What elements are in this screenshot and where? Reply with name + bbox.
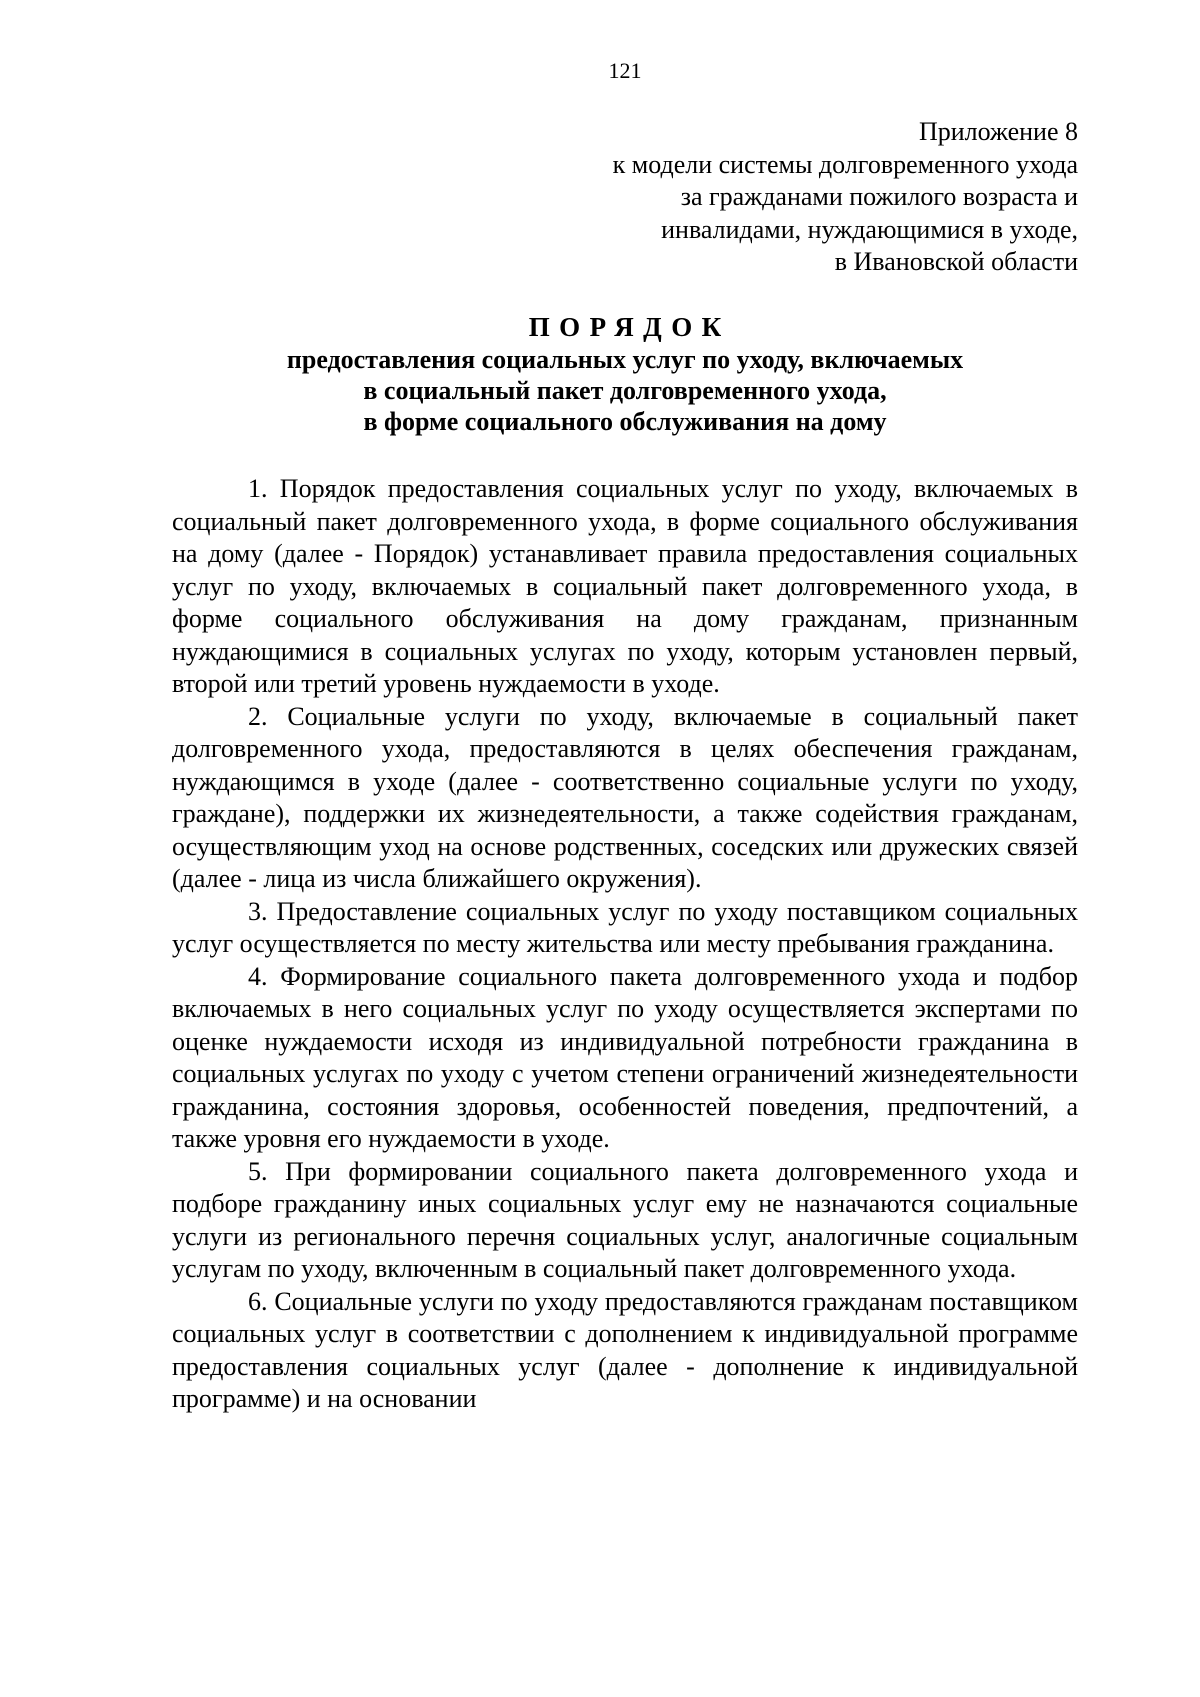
appendix-line: инвалидами, нуждающимися в уходе, — [661, 214, 1078, 244]
title-main: ПОРЯДОК — [528, 312, 731, 342]
appendix-line: за гражданами пожилого возраста и — [680, 182, 1078, 211]
paragraph-6: 6. Социальные услуги по уходу предоставляются гражданам поставщиком социальных услуг в соответствии с дополнением к индивидуальной программе предоставления социальных услуг (далее - дополнение к индивидуальной программе) и на основании — [172, 1286, 1078, 1413]
subtitle-line: в форме социального обслуживания на дому — [363, 407, 887, 436]
document-body — [172, 473, 1078, 1416]
paragraph-3: 3. Предоставление социальных услуг по уходу поставщиком социальных услуг осуществляется по месту жительства или месту пребывания гражданина. — [172, 896, 1078, 958]
paragraph-5: 5. При формировании социального пакета долговременного ухода и подборе гражданину иных социальных услуг ему не назначаются социальные услуги из регионального перечня социальных услуг, аналогичные социальным услугам по уходу, включенным в социальный пакет долговременного ухода. — [172, 1156, 1078, 1283]
appendix-reference — [438, 116, 1078, 279]
appendix-line: Приложение 8 — [918, 117, 1078, 146]
paragraph-2: 2. Социальные услуги по уходу, включаемые в социальный пакет долговременного ухода, предоставляются в целях обеспечения гражданам, нуждающимся в уходе (далее - соответственно социальные услуги по уходу, граждане), поддержки их жизнедеятельности, а также содействия гражданам, осуществляющим уход на основе родственных, соседских или дружеских связей (далее - лица из числа ближайшего окружения). — [172, 701, 1078, 893]
subtitle-line: предоставления социальных услуг по уходу, включаемых — [286, 345, 964, 374]
paragraph-4: 4. Формирование социального пакета долговременного ухода и подбор включаемых в него социальных услуг по уходу осуществляется экспертами по оценке нуждаемости исходя из индивидуальной потребности гражданина в социальных услугах по уходу с учетом степени ограничений жизнедеятельности гражданина, состояния здоровья, особенностей поведения, предпочтений, а также уровня его нуждаемости в уходе. — [172, 961, 1078, 1153]
title-subtitle — [172, 344, 1078, 437]
subtitle-line: в социальный пакет долговременного ухода, — [363, 376, 887, 405]
page-number: 121 — [608, 58, 642, 83]
paragraph-1: 1. Порядок предоставления социальных услуг по уходу, включаемых в социальный пакет долговременного ухода, в форме социального обслуживания на дому (далее - Порядок) устанавливает правила предоставления социальных услуг по уходу, включаемых в социальный пакет долговременного ухода, в форме социального обслуживания на дому гражданам, признанным нуждающимися в социальных услугах по уходу, которым установлен первый, второй или третий уровень нуждаемости в уходе. — [172, 474, 1078, 698]
appendix-line: в Ивановской области — [834, 247, 1078, 276]
appendix-line: к модели системы долговременного ухода — [612, 149, 1078, 179]
document-title — [172, 310, 1078, 437]
